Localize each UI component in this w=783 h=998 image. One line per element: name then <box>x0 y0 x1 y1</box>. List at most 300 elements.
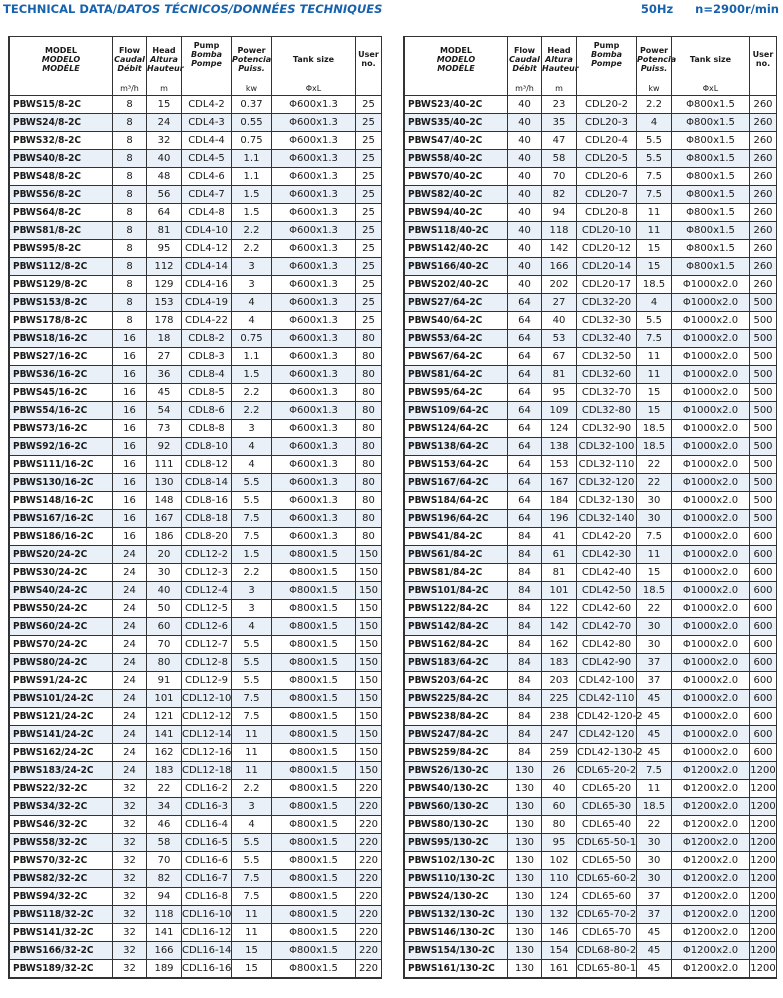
head-cell: 95 <box>147 240 182 258</box>
flow-cell: 8 <box>113 240 147 258</box>
table-row <box>405 258 777 276</box>
head-cell: 91 <box>147 672 182 690</box>
flow-cell: 64 <box>508 384 542 402</box>
pump-cell: CDL12-7 <box>182 636 232 654</box>
model-cell: PBWS23/40-2C <box>405 96 508 114</box>
head-cell: 148 <box>147 492 182 510</box>
user-cell: 600 <box>750 564 777 582</box>
power-cell: 4 <box>232 438 272 456</box>
power-cell: 18.5 <box>637 276 672 294</box>
pump-cell: CDL65-20-2 <box>577 762 637 780</box>
pump-cell: CDL8-16 <box>182 492 232 510</box>
frequency-label: 50Hz <box>640 2 674 16</box>
pump-cell: CDL20-3 <box>577 114 637 132</box>
user-cell: 25 <box>356 276 382 294</box>
user-cell: 220 <box>356 834 382 852</box>
flow-cell: 16 <box>113 492 147 510</box>
head-cell: 23 <box>542 96 577 114</box>
flow-cell: 16 <box>113 510 147 528</box>
user-cell: 25 <box>356 150 382 168</box>
power-cell: 5.5 <box>637 312 672 330</box>
tank-cell: Φ800x1.5 <box>272 762 356 780</box>
model-cell: PBWS40/130-2C <box>405 780 508 798</box>
user-cell: 600 <box>750 600 777 618</box>
power-cell: 22 <box>637 474 672 492</box>
pump-cell: CDL4-5 <box>182 150 232 168</box>
pump-cell: CDL8-14 <box>182 474 232 492</box>
pump-cell: CDL42-60 <box>577 600 637 618</box>
tank-cell: Φ800x1.5 <box>272 780 356 798</box>
power-cell: 30 <box>637 636 672 654</box>
power-cell: 3 <box>232 582 272 600</box>
head-cell: 166 <box>542 258 577 276</box>
tank-cell: Φ1000x2.0 <box>672 456 750 474</box>
pump-cell: CDL4-19 <box>182 294 232 312</box>
table-row <box>10 438 382 456</box>
head-cell: 53 <box>542 330 577 348</box>
pump-cell: CDL32-70 <box>577 384 637 402</box>
table-row <box>405 186 777 204</box>
flow-cell: 32 <box>113 870 147 888</box>
tank-cell: Φ1000x2.0 <box>672 474 750 492</box>
flow-cell: 32 <box>113 834 147 852</box>
power-cell: 30 <box>637 618 672 636</box>
table-row <box>405 870 777 888</box>
tank-cell: Φ1000x2.0 <box>672 366 750 384</box>
model-cell: PBWS64/8-2C <box>10 204 113 222</box>
power-cell: 37 <box>637 672 672 690</box>
pump-cell: CDL20-4 <box>577 132 637 150</box>
col-user-header: User no. <box>750 37 777 82</box>
table-row <box>10 906 382 924</box>
head-cell: 112 <box>147 258 182 276</box>
table-row <box>10 726 382 744</box>
head-cell: 129 <box>147 276 182 294</box>
pump-cell: CDL12-10 <box>182 690 232 708</box>
head-cell: 109 <box>542 402 577 420</box>
table-row <box>405 96 777 114</box>
power-cell: 45 <box>637 942 672 960</box>
tank-cell: Φ600x1.3 <box>272 456 356 474</box>
user-cell: 150 <box>356 546 382 564</box>
model-cell: PBWS161/130-2C <box>405 960 508 978</box>
model-cell: PBWS81/84-2C <box>405 564 508 582</box>
pump-cell: CDL12-3 <box>182 564 232 582</box>
tank-cell: Φ1200x2.0 <box>672 870 750 888</box>
table-row <box>10 204 382 222</box>
pump-cell: CDL16-2 <box>182 780 232 798</box>
user-cell: 500 <box>750 312 777 330</box>
pump-cell: CDL12-2 <box>182 546 232 564</box>
tank-cell: Φ800x1.5 <box>672 132 750 150</box>
flow-cell: 84 <box>508 690 542 708</box>
pump-cell: CDL42-100 <box>577 672 637 690</box>
user-cell: 80 <box>356 438 382 456</box>
tank-cell: Φ800x1.5 <box>272 906 356 924</box>
user-cell: 220 <box>356 924 382 942</box>
model-cell: PBWS162/84-2C <box>405 636 508 654</box>
pump-cell: CDL42-120 <box>577 726 637 744</box>
table-row <box>405 942 777 960</box>
power-cell: 11 <box>637 222 672 240</box>
right-table-body <box>405 96 777 978</box>
power-cell: 30 <box>637 852 672 870</box>
flow-cell: 130 <box>508 762 542 780</box>
flow-cell: 8 <box>113 114 147 132</box>
head-cell: 101 <box>147 690 182 708</box>
pump-cell: CDL16-7 <box>182 870 232 888</box>
user-cell: 150 <box>356 762 382 780</box>
power-cell: 2.2 <box>232 384 272 402</box>
user-cell: 600 <box>750 708 777 726</box>
flow-cell: 84 <box>508 600 542 618</box>
table-row <box>10 294 382 312</box>
head-cell: 203 <box>542 672 577 690</box>
head-cell: 20 <box>147 546 182 564</box>
model-cell: PBWS82/32-2C <box>10 870 113 888</box>
title-english: TECHNICAL DATA/ <box>3 2 117 16</box>
table-row <box>10 924 382 942</box>
power-cell: 0.75 <box>232 132 272 150</box>
model-cell: PBWS101/24-2C <box>10 690 113 708</box>
head-cell: 46 <box>147 816 182 834</box>
table-row <box>405 474 777 492</box>
tank-cell: Φ800x1.5 <box>272 888 356 906</box>
model-cell: PBWS81/8-2C <box>10 222 113 240</box>
model-cell: PBWS32/8-2C <box>10 132 113 150</box>
flow-cell: 24 <box>113 744 147 762</box>
head-cell: 58 <box>147 834 182 852</box>
flow-cell: 130 <box>508 924 542 942</box>
pump-cell: CDL8-10 <box>182 438 232 456</box>
pump-cell: CDL4-4 <box>182 132 232 150</box>
tank-cell: Φ1200x2.0 <box>672 924 750 942</box>
flow-cell: 16 <box>113 456 147 474</box>
power-cell: 1.5 <box>232 204 272 222</box>
table-row <box>405 654 777 672</box>
model-cell: PBWS186/16-2C <box>10 528 113 546</box>
table-row <box>10 528 382 546</box>
user-cell: 150 <box>356 564 382 582</box>
pump-cell: CDL4-8 <box>182 204 232 222</box>
power-cell: 15 <box>637 402 672 420</box>
unit-pump <box>577 81 637 96</box>
pump-cell: CDL65-60 <box>577 888 637 906</box>
flow-cell: 84 <box>508 618 542 636</box>
power-cell: 11 <box>232 924 272 942</box>
user-cell: 260 <box>750 96 777 114</box>
user-cell: 1200 <box>750 798 777 816</box>
head-cell: 122 <box>542 600 577 618</box>
pump-cell: CDL32-120 <box>577 474 637 492</box>
tank-cell: Φ600x1.3 <box>272 150 356 168</box>
head-cell: 40 <box>147 150 182 168</box>
tank-cell: Φ1000x2.0 <box>672 708 750 726</box>
pump-cell: CDL4-6 <box>182 168 232 186</box>
user-cell: 500 <box>750 348 777 366</box>
user-cell: 25 <box>356 186 382 204</box>
pump-cell: CDL4-14 <box>182 258 232 276</box>
user-cell: 600 <box>750 690 777 708</box>
col-pump-header: Pump Bomba Pompe <box>182 37 232 82</box>
flow-cell: 8 <box>113 168 147 186</box>
model-cell: PBWS26/130-2C <box>405 762 508 780</box>
power-cell: 7.5 <box>232 888 272 906</box>
model-cell: PBWS70/32-2C <box>10 852 113 870</box>
power-cell: 1.5 <box>232 366 272 384</box>
pump-cell: CDL20-7 <box>577 186 637 204</box>
user-cell: 80 <box>356 456 382 474</box>
power-cell: 5.5 <box>232 474 272 492</box>
model-cell: PBWS110/130-2C <box>405 870 508 888</box>
table-row <box>405 294 777 312</box>
table-row <box>10 816 382 834</box>
flow-cell: 24 <box>113 600 147 618</box>
table-row <box>10 888 382 906</box>
power-cell: 2.2 <box>232 564 272 582</box>
col-power-header: Power Potencia Puiss. <box>232 37 272 82</box>
user-cell: 150 <box>356 708 382 726</box>
model-cell: PBWS27/16-2C <box>10 348 113 366</box>
user-cell: 1200 <box>750 942 777 960</box>
head-cell: 142 <box>542 618 577 636</box>
model-cell: PBWS18/16-2C <box>10 330 113 348</box>
tank-cell: Φ800x1.5 <box>272 636 356 654</box>
pump-cell: CDL8-8 <box>182 420 232 438</box>
user-cell: 80 <box>356 330 382 348</box>
flow-cell: 32 <box>113 888 147 906</box>
table-row <box>10 636 382 654</box>
flow-cell: 16 <box>113 384 147 402</box>
pump-cell: CDL20-10 <box>577 222 637 240</box>
flow-cell: 64 <box>508 456 542 474</box>
power-cell: 45 <box>637 960 672 978</box>
power-cell: 7.5 <box>637 528 672 546</box>
model-cell: PBWS40/64-2C <box>405 312 508 330</box>
tank-cell: Φ1000x2.0 <box>672 582 750 600</box>
user-cell: 600 <box>750 582 777 600</box>
table-row <box>405 150 777 168</box>
tank-cell: Φ800x1.5 <box>272 708 356 726</box>
head-cell: 81 <box>147 222 182 240</box>
tank-cell: Φ600x1.3 <box>272 348 356 366</box>
model-cell: PBWS178/8-2C <box>10 312 113 330</box>
pump-cell: CDL12-12 <box>182 708 232 726</box>
head-cell: 186 <box>147 528 182 546</box>
power-cell: 45 <box>637 744 672 762</box>
pump-cell: CDL32-80 <box>577 402 637 420</box>
tank-cell: Φ800x1.5 <box>672 222 750 240</box>
flow-cell: 32 <box>113 816 147 834</box>
pump-cell: CDL16-6 <box>182 852 232 870</box>
flow-cell: 8 <box>113 294 147 312</box>
power-cell: 11 <box>637 366 672 384</box>
table-row <box>10 222 382 240</box>
user-cell: 260 <box>750 114 777 132</box>
pump-cell: CDL8-18 <box>182 510 232 528</box>
table-row <box>10 420 382 438</box>
flow-cell: 64 <box>508 510 542 528</box>
user-cell: 80 <box>356 528 382 546</box>
model-cell: PBWS82/40-2C <box>405 186 508 204</box>
flow-cell: 40 <box>508 204 542 222</box>
flow-cell: 24 <box>113 582 147 600</box>
head-cell: 101 <box>542 582 577 600</box>
tank-cell: Φ800x1.5 <box>272 960 356 978</box>
flow-cell: 130 <box>508 798 542 816</box>
pump-cell: CDL16-8 <box>182 888 232 906</box>
pump-cell: CDL65-60-2 <box>577 870 637 888</box>
tank-cell: Φ800x1.5 <box>272 744 356 762</box>
col-tank-header: Tank size <box>272 37 356 82</box>
power-cell: 4 <box>637 114 672 132</box>
pump-cell: CDL42-70 <box>577 618 637 636</box>
table-row <box>10 402 382 420</box>
model-cell: PBWS167/64-2C <box>405 474 508 492</box>
model-cell: PBWS238/84-2C <box>405 708 508 726</box>
flow-cell: 84 <box>508 672 542 690</box>
speed-label: n=2900r/min <box>695 2 779 16</box>
table-row <box>10 708 382 726</box>
power-cell: 18.5 <box>637 582 672 600</box>
head-cell: 64 <box>147 204 182 222</box>
user-cell: 260 <box>750 276 777 294</box>
tank-cell: Φ1200x2.0 <box>672 798 750 816</box>
user-cell: 260 <box>750 150 777 168</box>
head-cell: 40 <box>542 312 577 330</box>
power-cell: 18.5 <box>637 420 672 438</box>
model-cell: PBWS20/24-2C <box>10 546 113 564</box>
flow-cell: 32 <box>113 852 147 870</box>
tank-cell: Φ600x1.3 <box>272 114 356 132</box>
table-row <box>405 384 777 402</box>
flow-cell: 8 <box>113 204 147 222</box>
head-cell: 24 <box>147 114 182 132</box>
flow-cell: 32 <box>113 942 147 960</box>
model-cell: PBWS225/84-2C <box>405 690 508 708</box>
tank-cell: Φ1200x2.0 <box>672 960 750 978</box>
unit-model <box>10 81 113 96</box>
head-cell: 58 <box>542 150 577 168</box>
table-row <box>10 330 382 348</box>
model-cell: PBWS40/24-2C <box>10 582 113 600</box>
table-row <box>405 312 777 330</box>
tank-cell: Φ600x1.3 <box>272 312 356 330</box>
pump-cell: CDL16-14 <box>182 942 232 960</box>
tank-cell: Φ800x1.5 <box>272 798 356 816</box>
user-cell: 25 <box>356 312 382 330</box>
user-cell: 25 <box>356 168 382 186</box>
table-row <box>10 276 382 294</box>
power-cell: 7.5 <box>232 528 272 546</box>
power-cell: 5.5 <box>232 852 272 870</box>
model-cell: PBWS132/130-2C <box>405 906 508 924</box>
user-cell: 150 <box>356 726 382 744</box>
model-cell: PBWS95/130-2C <box>405 834 508 852</box>
pump-cell: CDL65-50-1 <box>577 834 637 852</box>
user-cell: 260 <box>750 204 777 222</box>
power-cell: 5.5 <box>232 492 272 510</box>
flow-cell: 24 <box>113 546 147 564</box>
tank-cell: Φ1000x2.0 <box>672 528 750 546</box>
head-cell: 202 <box>542 276 577 294</box>
model-cell: PBWS56/8-2C <box>10 186 113 204</box>
model-cell: PBWS70/40-2C <box>405 168 508 186</box>
head-cell: 178 <box>147 312 182 330</box>
table-row <box>405 672 777 690</box>
flow-cell: 32 <box>113 960 147 978</box>
flow-cell: 16 <box>113 474 147 492</box>
table-row <box>405 438 777 456</box>
power-cell: 7.5 <box>637 186 672 204</box>
flow-cell: 84 <box>508 726 542 744</box>
model-cell: PBWS60/130-2C <box>405 798 508 816</box>
user-cell: 500 <box>750 330 777 348</box>
tank-cell: Φ800x1.5 <box>272 546 356 564</box>
tank-cell: Φ1200x2.0 <box>672 816 750 834</box>
pump-cell: CDL32-20 <box>577 294 637 312</box>
power-cell: 4 <box>232 456 272 474</box>
model-cell: PBWS58/32-2C <box>10 834 113 852</box>
col-user-header: User no. <box>356 37 382 82</box>
pump-cell: CDL42-120-2 <box>577 708 637 726</box>
unit-pump <box>182 81 232 96</box>
tank-cell: Φ600x1.3 <box>272 96 356 114</box>
pump-cell: CDL4-3 <box>182 114 232 132</box>
pump-cell: CDL42-130-2 <box>577 744 637 762</box>
tank-cell: Φ800x1.5 <box>672 186 750 204</box>
table-row <box>405 780 777 798</box>
flow-cell: 24 <box>113 690 147 708</box>
model-cell: PBWS189/32-2C <box>10 960 113 978</box>
table-row <box>405 582 777 600</box>
user-cell: 220 <box>356 852 382 870</box>
unit-tank: ΦxL <box>672 81 750 96</box>
pump-cell: CDL65-80-1 <box>577 960 637 978</box>
flow-cell: 16 <box>113 366 147 384</box>
tank-cell: Φ800x1.5 <box>672 150 750 168</box>
col-tank-header: Tank size <box>672 37 750 82</box>
left-table-body <box>10 96 382 978</box>
table-row <box>10 582 382 600</box>
table-row <box>10 852 382 870</box>
operating-conditions <box>619 2 779 18</box>
table-row <box>405 240 777 258</box>
user-cell: 150 <box>356 690 382 708</box>
flow-cell: 40 <box>508 114 542 132</box>
pump-cell: CDL4-10 <box>182 222 232 240</box>
pump-cell: CDL4-12 <box>182 240 232 258</box>
pump-cell: CDL42-90 <box>577 654 637 672</box>
user-cell: 80 <box>356 510 382 528</box>
power-cell: 5.5 <box>232 672 272 690</box>
user-cell: 500 <box>750 384 777 402</box>
user-cell: 150 <box>356 636 382 654</box>
flow-cell: 84 <box>508 708 542 726</box>
flow-cell: 84 <box>508 582 542 600</box>
pump-cell: CDL20-8 <box>577 204 637 222</box>
table-row <box>10 744 382 762</box>
power-cell: 30 <box>637 834 672 852</box>
user-cell: 260 <box>750 186 777 204</box>
pump-cell: CDL12-9 <box>182 672 232 690</box>
flow-cell: 40 <box>508 168 542 186</box>
user-cell: 150 <box>356 744 382 762</box>
flow-cell: 130 <box>508 852 542 870</box>
tank-cell: Φ800x1.5 <box>672 240 750 258</box>
pump-cell: CDL65-70 <box>577 924 637 942</box>
tank-cell: Φ800x1.5 <box>672 204 750 222</box>
